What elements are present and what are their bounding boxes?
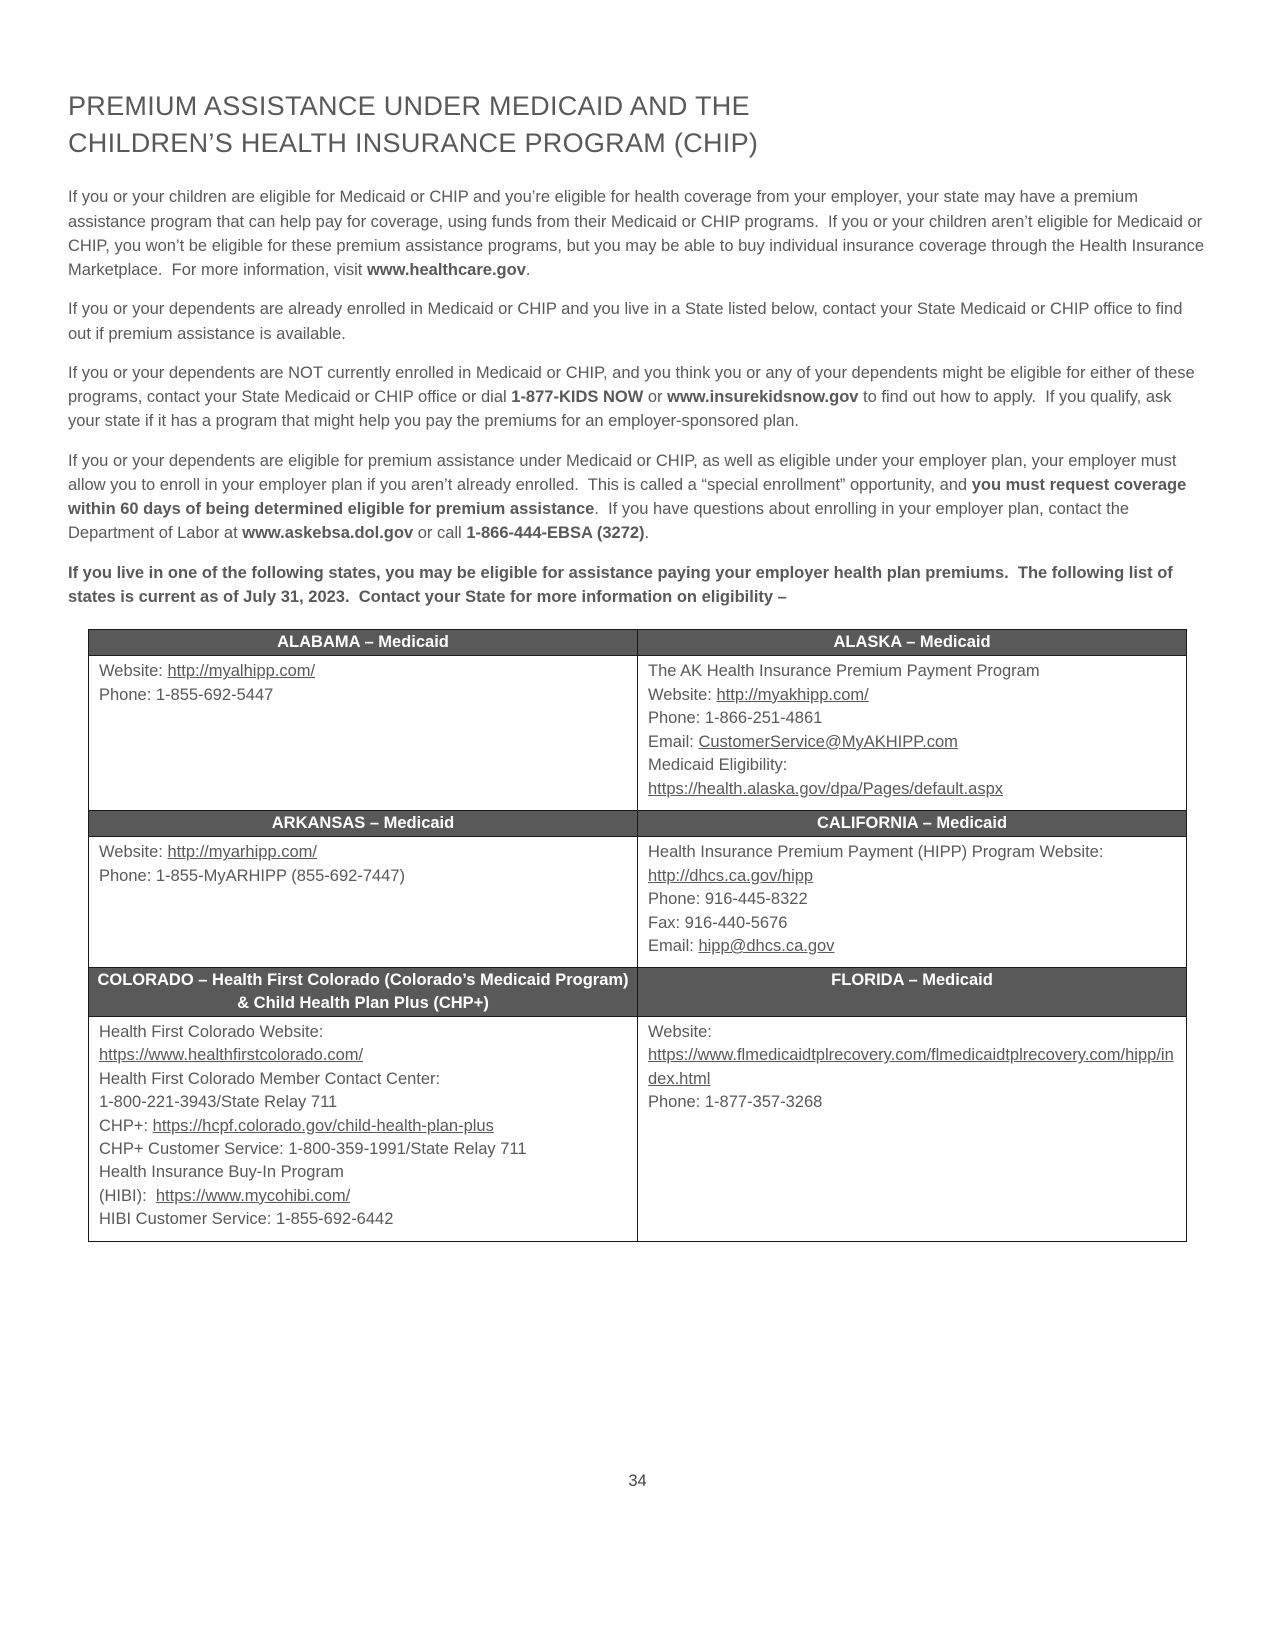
california-website-link[interactable]: http://dhcs.ca.gov/hipp bbox=[648, 866, 814, 885]
ebsa-phone-bold-text: 1-866-444-EBSA (3272) bbox=[466, 524, 645, 543]
california-email-line bbox=[648, 935, 1176, 958]
alaska-program-line: The AK Health Insurance Premium Payment Program bbox=[648, 662, 1040, 681]
states-table-container bbox=[88, 629, 1187, 1242]
content-row-arkansas-california bbox=[89, 837, 1187, 968]
colorado-website-label-line: Health First Colorado Website: bbox=[99, 1022, 328, 1041]
sixty-days-bold-text: you must request coverage within 60 days of being determined eligible for premium assistance bbox=[68, 475, 1191, 519]
text-run: If you or your children are eligible for Medicaid or CHIP and you’re eligible for health coverage from your employer, your state may have a premium assistance program that can help pay for coverage, using funds from their Medicaid or CHIP programs. If you or your children aren’t eligible for Medicaid or CHIP, you won’t be eligible for these premium assistance programs, but you may be able to buy individual insurance coverage through the Health Insurance Marketplace. For more information, visit bbox=[68, 188, 1209, 280]
text-run: If you or your dependents are already enrolled in Medicaid or CHIP and you live in a State listed below, contact your State Medicaid or CHIP office to find out if premium assistance is available. bbox=[68, 300, 1187, 343]
cell-california bbox=[638, 837, 1187, 968]
states-table bbox=[88, 629, 1187, 1242]
alaska-eligibility-link[interactable]: https://health.alaska.gov/dpa/Pages/default.aspx bbox=[648, 779, 1003, 798]
alaska-website-line bbox=[648, 684, 1176, 707]
cell-florida bbox=[638, 1016, 1187, 1241]
header-alaska-medicaid: ALASKA – Medicaid bbox=[638, 630, 1187, 656]
hibi-label: (HIBI): bbox=[99, 1186, 156, 1205]
page-number: 34 bbox=[628, 1472, 647, 1490]
alaska-eligibility-link-line bbox=[648, 778, 1176, 801]
alaska-eligibility-label-line: Medicaid Eligibility: bbox=[648, 756, 792, 775]
alaska-website-link[interactable]: http://myakhipp.com/ bbox=[716, 685, 869, 704]
text-run: or call bbox=[413, 524, 467, 543]
header-colorado-medicaid-chp: COLORADO – Health First Colorado (Colorado’s Medicaid Program) & Child Health Plan Plus (CHP+) bbox=[89, 968, 638, 1017]
florida-website-label-line: Website: bbox=[648, 1022, 717, 1041]
content-row-alabama-alaska bbox=[89, 656, 1187, 811]
text-run: If you or your dependents are NOT currently enrolled in Medicaid or CHIP, and you think you or any of your dependents might be eligible for either of these programs, contact your State Medicaid or CHIP office or dial bbox=[68, 363, 1200, 407]
text-run: If you live in one of the following states, you may be eligible for assistance paying your employer health plan premiums. The following list of states is current as of July 31, 2023. Contact your State for more information on eligibility – bbox=[68, 563, 1178, 606]
colorado-contact-phone-line: 1-800-221-3943/State Relay 711 bbox=[99, 1093, 338, 1112]
california-program-line: Health Insurance Premium Payment (HIPP) Program Website: bbox=[648, 843, 1109, 862]
header-arkansas-medicaid: ARKANSAS – Medicaid bbox=[89, 810, 638, 836]
kids-now-bold-text: 1-877-KIDS NOW bbox=[511, 388, 644, 407]
california-phone-line: Phone: 916-445-8322 bbox=[648, 890, 808, 909]
colorado-contact-center-line: Health First Colorado Member Contact Center: bbox=[99, 1069, 445, 1088]
header-row-arkansas-california bbox=[89, 810, 1187, 836]
alabama-phone-line: Phone: 1-855-692-5447 bbox=[99, 685, 274, 704]
header-row-alabama-alaska bbox=[89, 630, 1187, 656]
header-alabama-medicaid: ALABAMA – Medicaid bbox=[89, 630, 638, 656]
content-row-colorado-florida bbox=[89, 1016, 1187, 1241]
healthcare-gov-bold-text: www.healthcare.gov bbox=[366, 261, 526, 280]
alabama-website-line bbox=[99, 660, 627, 683]
text-run: . bbox=[525, 261, 531, 280]
colorado-website-link[interactable]: https://www.healthfirstcolorado.com/ bbox=[99, 1046, 364, 1065]
page-title bbox=[68, 88, 1207, 161]
colorado-hibi-program-line: Health Insurance Buy-In Program bbox=[99, 1163, 344, 1182]
header-row-colorado-florida bbox=[89, 968, 1187, 1017]
header-california-medicaid: CALIFORNIA – Medicaid bbox=[638, 810, 1187, 836]
askebsa-bold-text: www.askebsa.dol.gov bbox=[242, 524, 414, 543]
alaska-phone-line: Phone: 1-866-251-4861 bbox=[648, 709, 823, 728]
colorado-chp-line bbox=[99, 1115, 627, 1138]
not-enrolled-paragraph bbox=[68, 361, 1207, 434]
california-email-link[interactable]: hipp@dhcs.ca.gov bbox=[698, 936, 835, 955]
text-run: . If you have questions about enrolling in your employer plan, contact the Department of Labor at bbox=[68, 500, 1134, 543]
text-run: . bbox=[644, 524, 650, 543]
florida-phone-line: Phone: 1-877-357-3268 bbox=[648, 1093, 823, 1112]
colorado-chp-customer-service-line: CHP+ Customer Service: 1-800-359-1991/State Relay 711 bbox=[99, 1140, 527, 1158]
california-website-link-line bbox=[648, 865, 1176, 888]
intro-paragraph bbox=[68, 185, 1207, 282]
email-label: Email: bbox=[648, 936, 699, 955]
arkansas-website-line bbox=[99, 841, 627, 864]
colorado-hibi-link[interactable]: https://www.mycohibi.com/ bbox=[155, 1186, 351, 1205]
alaska-email-line bbox=[648, 731, 1176, 754]
insurekidsnow-bold-text: www.insurekidsnow.gov bbox=[667, 388, 859, 407]
florida-website-link-line bbox=[648, 1044, 1176, 1091]
chp-label: CHP+: bbox=[99, 1116, 153, 1135]
cell-alaska bbox=[638, 656, 1187, 811]
alaska-email-link[interactable]: CustomerService@MyAKHIPP.com bbox=[698, 732, 958, 751]
colorado-hibi-customer-service-line: HIBI Customer Service: 1-855-692-6442 bbox=[99, 1210, 394, 1229]
states-list-intro-paragraph bbox=[68, 561, 1207, 610]
website-label: Website: bbox=[99, 662, 168, 681]
arkansas-website-link[interactable]: http://myarhipp.com/ bbox=[167, 843, 317, 862]
colorado-hibi-line bbox=[99, 1185, 627, 1208]
arkansas-phone-line: Phone: 1-855-MyARHIPP (855-692-7447) bbox=[99, 866, 406, 885]
california-fax-line: Fax: 916-440-5676 bbox=[648, 913, 788, 932]
cell-alabama bbox=[89, 656, 638, 811]
text-run: to find out how to apply. If you qualify, ask your state if it has a program that might help you pay the premiums for an employer-sponsored plan. bbox=[68, 388, 1177, 431]
page-title-line2: CHILDREN’S HEALTH INSURANCE PROGRAM (CHIP) bbox=[68, 127, 759, 158]
alabama-website-link[interactable]: http://myalhipp.com/ bbox=[167, 662, 316, 681]
already-enrolled-paragraph bbox=[68, 297, 1207, 346]
colorado-website-link-line bbox=[99, 1044, 627, 1067]
text-run: or bbox=[643, 388, 668, 407]
text-run: If you or your dependents are eligible for premium assistance under Medicaid or CHIP, as well as eligible under your employer plan, your employer must allow you to enroll in your employer plan if you aren’t already enrolled. This is called a “special enrollment” opportunity, and bbox=[68, 451, 1182, 494]
page-title-line1: PREMIUM ASSISTANCE UNDER MEDICAID AND THE bbox=[68, 91, 750, 121]
special-enrollment-paragraph bbox=[68, 449, 1207, 546]
colorado-chp-link[interactable]: https://hcpf.colorado.gov/child-health-plan-plus bbox=[152, 1116, 494, 1135]
florida-website-link[interactable]: https://www.flmedicaidtplrecovery.com/flmedicaidtplrecovery.com/hipp/index.html bbox=[648, 1046, 1174, 1088]
cell-colorado bbox=[89, 1016, 638, 1241]
header-florida-medicaid: FLORIDA – Medicaid bbox=[638, 968, 1187, 1017]
email-label: Email: bbox=[648, 732, 699, 751]
website-label: Website: bbox=[648, 685, 717, 704]
cell-arkansas bbox=[89, 837, 638, 968]
website-label: Website: bbox=[99, 843, 168, 862]
